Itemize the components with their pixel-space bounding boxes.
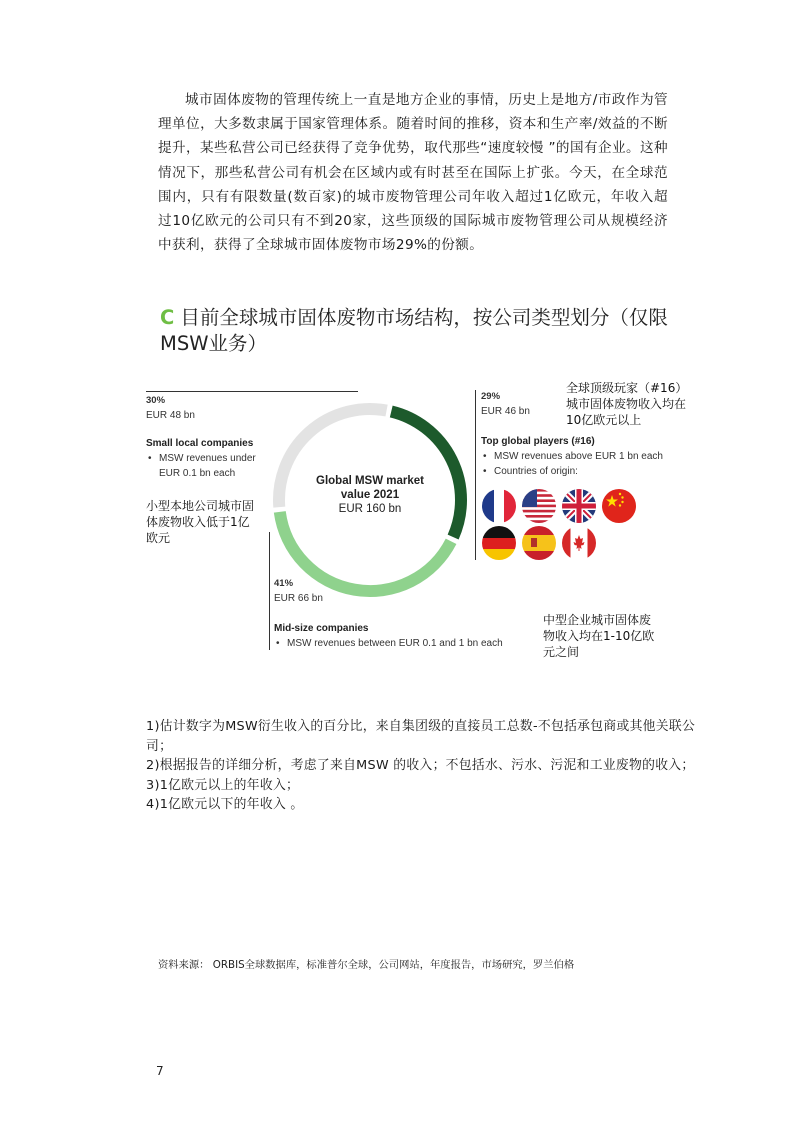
top-players-line bbox=[475, 390, 476, 560]
section-title-text: 目前全球城市固体废物市场结构，按公司类型划分（仅限MSW业务） bbox=[160, 306, 668, 355]
france-flag-icon bbox=[482, 489, 516, 523]
china-flag-icon bbox=[602, 489, 636, 523]
footnote-4: 4)1亿欧元以下的年收入 。 bbox=[146, 797, 304, 812]
usa-flag-icon bbox=[522, 489, 556, 523]
intro-paragraph bbox=[158, 88, 668, 257]
small-companies-details bbox=[146, 436, 276, 481]
mid-heading: Mid-size companies bbox=[274, 623, 369, 634]
section-letter: C bbox=[160, 306, 175, 329]
footnote-3: 3)1亿欧元以上的年收入； bbox=[146, 777, 300, 793]
top-players-details bbox=[481, 434, 691, 479]
footnote-1: 1)估计数字为MSW衍生收入的百分比，来自集团级的直接员工总数-不包括承包商或其他关联公司； bbox=[146, 719, 696, 754]
canada-flag-icon bbox=[562, 526, 596, 560]
small-value: EUR 48 bn bbox=[146, 410, 195, 421]
small-bullet: • MSW revenues under EUR 0.1 bn each bbox=[146, 451, 276, 481]
top-players-cn-note: 全球顶级玩家（#16）城市固体废物收入均在10亿欧元以上 bbox=[566, 381, 688, 427]
section-title bbox=[160, 305, 680, 357]
small-companies-rule bbox=[146, 391, 358, 392]
small-companies-label bbox=[146, 393, 195, 423]
mid-share: 41% bbox=[274, 578, 294, 589]
footnotes bbox=[146, 717, 706, 815]
donut-center-value: EUR 160 bn bbox=[338, 503, 402, 515]
spain-flag-icon bbox=[522, 526, 556, 560]
mid-size-details bbox=[274, 621, 534, 651]
small-companies-cn-note: 小型本地公司城市固体废物收入低于1亿欧元 bbox=[146, 499, 255, 545]
mid-bullet: • MSW revenues between EUR 0.1 and 1 bn each bbox=[274, 636, 534, 651]
small-share: 30% bbox=[146, 395, 166, 406]
donut-center-label bbox=[300, 474, 440, 516]
top-value: EUR 46 bn bbox=[481, 406, 530, 417]
top-share: 29% bbox=[481, 391, 501, 402]
top-bullet-1: • MSW revenues above EUR 1 bn each bbox=[481, 449, 691, 464]
top-bullet-2: • Countries of origin: bbox=[481, 464, 691, 479]
top-players-label bbox=[481, 389, 530, 419]
source-line: 资料来源： ORBIS全球数据库，标准普尔全球，公司网站，年度报告，市场研究，罗兰伯格 bbox=[158, 959, 575, 971]
germany-flag-icon bbox=[482, 526, 516, 560]
uk-flag-icon bbox=[562, 489, 596, 523]
mid-size-label bbox=[274, 576, 323, 606]
mid-size-line bbox=[269, 532, 270, 650]
footnote-2: 2)根据报告的详细分析，考虑了来自MSW 的收入；不包括水、污水、污泥和工业废物的收入； bbox=[146, 758, 695, 773]
donut-center-title: Global MSW market value 2021 bbox=[316, 475, 424, 501]
mid-size-cn-note: 中型企业城市固体废物收入均在1-10亿欧元之间 bbox=[543, 613, 655, 659]
page-number: 7 bbox=[156, 1064, 164, 1078]
small-heading: Small local companies bbox=[146, 438, 254, 449]
top-heading: Top global players (#16) bbox=[481, 436, 595, 447]
intro-text: 城市固体废物的管理传统上一直是地方企业的事情，历史上是地方/市政作为管理单位，大多数隶属于国家管理体系。随着时间的推移，资本和生产率/效益的不断提升，某些私营公司已经获得了竞争优势，取代那些“速度较慢 ”的国有企业。这种情况下，那些私营公司有机会在区域内或有时甚至在国际上扩张。今天，在全球范围内，只有有限数量(数百家)的城市废物管理公司年收入超过1亿欧元，年收入超过10亿欧元的公司只有不到20家，这些顶级的国际城市废物管理公司从规模经济中获利，获得了全球城市固体废物市场29%的份额。 bbox=[158, 92, 668, 254]
mid-value: EUR 66 bn bbox=[274, 593, 323, 604]
